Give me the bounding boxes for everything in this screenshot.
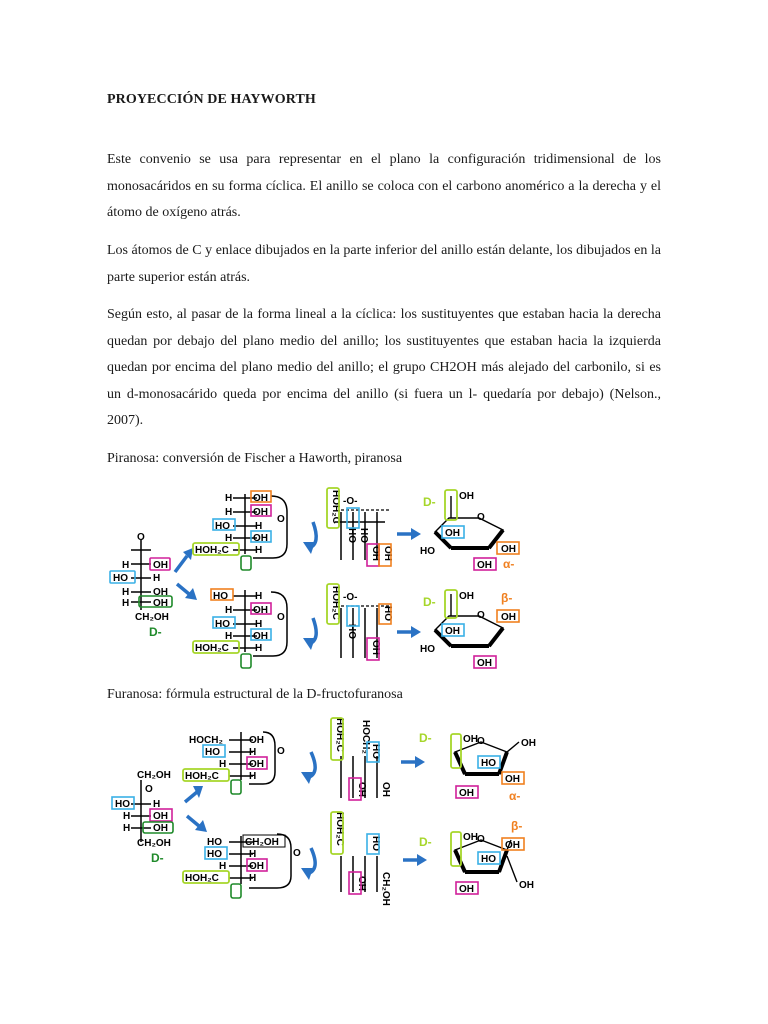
pyranose-caption: Piranosa: conversión de Fischer a Haworth, piranosa (107, 451, 403, 466)
svg-text:HOH₂C: HOH₂C (330, 586, 341, 620)
svg-text:OH: OH (370, 546, 381, 561)
svg-text:H: H (225, 631, 233, 642)
svg-text:OH: OH (459, 591, 474, 602)
svg-text:H: H (219, 759, 227, 770)
svg-text:HO: HO (213, 591, 228, 602)
svg-text:OH: OH (249, 759, 264, 770)
svg-text:OH: OH (249, 735, 264, 746)
svg-text:HOH₂C: HOH₂C (185, 771, 219, 782)
svg-text:OH: OH (445, 626, 460, 637)
svg-text:OH: OH (253, 507, 268, 518)
svg-text:HO: HO (346, 624, 357, 639)
furanose-caption: Furanosa: fórmula estructural de la D-fructofuranosa (107, 687, 403, 702)
alpha-glucopyranose (420, 490, 519, 571)
svg-text:O: O (477, 834, 485, 845)
svg-text:HO: HO (205, 747, 220, 758)
svg-text:HO: HO (346, 528, 357, 543)
svg-text:HO: HO (207, 849, 222, 860)
fischer-fructose (112, 770, 173, 865)
beta-glucopyranose (420, 590, 519, 669)
svg-text:OH: OH (505, 840, 520, 851)
svg-text:H: H (249, 849, 257, 860)
svg-text:-O-: -O- (343, 592, 358, 603)
fischer-h: H (153, 573, 161, 584)
svg-text:H: H (255, 521, 263, 532)
fischer-ch2oh: CH₂OH (135, 612, 169, 623)
svg-text:OH: OH (477, 560, 492, 571)
svg-text:α-: α- (503, 557, 515, 571)
pyranose-figure (105, 482, 535, 677)
svg-text:O: O (293, 848, 301, 859)
svg-text:β-: β- (511, 819, 523, 833)
svg-text:OH: OH (463, 832, 478, 843)
svg-text:OH: OH (253, 605, 268, 616)
svg-text:CH₂OH: CH₂OH (245, 837, 279, 848)
alpha-fructofuranose (419, 731, 536, 803)
svg-text:OH: OH (380, 782, 391, 797)
svg-text:O: O (477, 512, 485, 523)
svg-text:HO: HO (370, 744, 381, 759)
svg-text:O: O (277, 746, 285, 757)
svg-text:OH: OH (459, 491, 474, 502)
svg-text:HO: HO (215, 619, 230, 630)
svg-text:HO: HO (215, 521, 230, 532)
svg-text:OH: OH (505, 774, 520, 785)
pyranose-rotated-upper (327, 488, 393, 566)
svg-text:OH: OH (382, 546, 393, 561)
svg-text:HOH₂C: HOH₂C (195, 643, 229, 654)
furanose-intermediate-lower (183, 834, 301, 898)
svg-text:OH: OH (253, 631, 268, 642)
svg-text:HO: HO (420, 546, 435, 557)
svg-text:HO: HO (370, 836, 381, 851)
fischer-glucose (110, 532, 172, 639)
svg-text:OH: OH (356, 876, 367, 891)
svg-text:-O-: -O- (343, 496, 358, 507)
svg-text:HOH₂C: HOH₂C (334, 718, 345, 752)
svg-text:HO: HO (420, 644, 435, 655)
svg-text:HOCH₂: HOCH₂ (189, 735, 223, 746)
fischer-h: H (122, 560, 130, 571)
fischer-oh: OH (153, 587, 168, 598)
svg-text:H: H (249, 873, 257, 884)
fischer-h: H (122, 598, 130, 609)
svg-text:OH: OH (477, 658, 492, 669)
svg-text:CH₂OH: CH₂OH (137, 838, 171, 849)
svg-text:O: O (477, 736, 485, 747)
svg-text:D-: D- (151, 851, 164, 865)
svg-text:HO: HO (481, 758, 496, 769)
svg-text:H: H (249, 771, 257, 782)
svg-text:H: H (153, 799, 161, 810)
fischer-ho: HO (113, 573, 128, 584)
svg-text:OH: OH (370, 640, 381, 655)
page-title: PROYECCIÓN DE HAYWORTH (107, 92, 316, 107)
svg-text:OH: OH (153, 823, 168, 834)
svg-text:OH: OH (356, 782, 367, 797)
svg-text:O: O (277, 514, 285, 525)
svg-text:OH: OH (459, 788, 474, 799)
svg-text:HO: HO (382, 606, 393, 621)
svg-text:OH: OH (463, 734, 478, 745)
svg-text:H: H (123, 811, 131, 822)
svg-text:HOH₂C: HOH₂C (195, 545, 229, 556)
svg-text:OH: OH (521, 738, 536, 749)
svg-text:H: H (255, 545, 263, 556)
svg-text:HO: HO (358, 528, 369, 543)
svg-text:OH: OH (459, 884, 474, 895)
svg-text:D-: D- (423, 495, 436, 509)
svg-text:H: H (225, 605, 233, 616)
fischer-h: H (122, 587, 130, 598)
svg-text:D-: D- (419, 731, 432, 745)
fischer-o: O (137, 532, 145, 543)
svg-text:OH: OH (519, 880, 534, 891)
svg-text:D-: D- (419, 835, 432, 849)
svg-text:α-: α- (509, 789, 521, 803)
pyranose-intermediate-upper (193, 491, 287, 570)
paragraph-1: Este convenio se usa para representar en el plano la configuración tridimensional de los monosacáridos en su forma cíclica. El anillo se coloca con el carbono anomérico a la derecha y el átomo de oxígeno atrás. (107, 152, 661, 220)
svg-text:H: H (255, 591, 263, 602)
svg-text:O: O (145, 784, 153, 795)
fischer-oh: OH (153, 560, 168, 571)
furanose-intermediate-upper (183, 732, 285, 794)
svg-text:H: H (225, 533, 233, 544)
svg-text:O: O (277, 612, 285, 623)
svg-text:H: H (225, 507, 233, 518)
svg-text:HOH₂C: HOH₂C (330, 490, 341, 524)
svg-text:OH: OH (253, 493, 268, 504)
furanose-rotated-upper (331, 718, 391, 800)
svg-text:CH₂OH: CH₂OH (380, 872, 391, 906)
svg-text:OH: OH (445, 528, 460, 539)
svg-text:H: H (225, 493, 233, 504)
svg-text:HOCH₂: HOCH₂ (360, 720, 371, 754)
svg-text:β-: β- (501, 591, 513, 605)
svg-text:HO: HO (207, 837, 222, 848)
furanose-rotated-lower (331, 812, 391, 906)
svg-text:H: H (123, 823, 131, 834)
beta-fructofuranose (419, 819, 534, 895)
svg-text:H: H (249, 747, 257, 758)
svg-text:OH: OH (249, 861, 264, 872)
svg-text:HO: HO (481, 854, 496, 865)
svg-text:CH₂OH: CH₂OH (137, 770, 171, 781)
svg-text:OH: OH (501, 544, 516, 555)
pyranose-rotated-lower (327, 584, 393, 660)
paragraph-3: Según esto, al pasar de la forma lineal a la cíclica: los sustituyentes que estaban hacia la derecha quedan por debajo del plano medio del anillo; los sustituyentes que estaban hacia la izquierda quedan por encima del plano medio del anillo; el grupo CH2OH más alejado del carbonilo, si es un d-monosacárido queda por encima del anillo (si fuera un l- quedaría por debajo) (Nelson., 2007). (107, 307, 661, 428)
paragraph-2: Los átomos de C y enlace dibujados en la parte inferior del anillo están delante, los dibujados en la parte superior están atrás. (107, 243, 661, 285)
svg-text:H: H (255, 619, 263, 630)
svg-text:H: H (219, 861, 227, 872)
svg-text:HOH₂C: HOH₂C (334, 812, 345, 846)
svg-text:O: O (477, 610, 485, 621)
pyranose-intermediate-lower (193, 589, 287, 668)
d-label: D- (149, 625, 162, 639)
svg-text:OH: OH (253, 533, 268, 544)
fischer-oh: OH (153, 598, 168, 609)
furanose-figure (105, 716, 545, 916)
svg-text:HO: HO (115, 799, 130, 810)
svg-text:H: H (255, 643, 263, 654)
svg-text:D-: D- (423, 595, 436, 609)
svg-text:HOH₂C: HOH₂C (185, 873, 219, 884)
svg-text:OH: OH (501, 612, 516, 623)
svg-text:OH: OH (153, 811, 168, 822)
